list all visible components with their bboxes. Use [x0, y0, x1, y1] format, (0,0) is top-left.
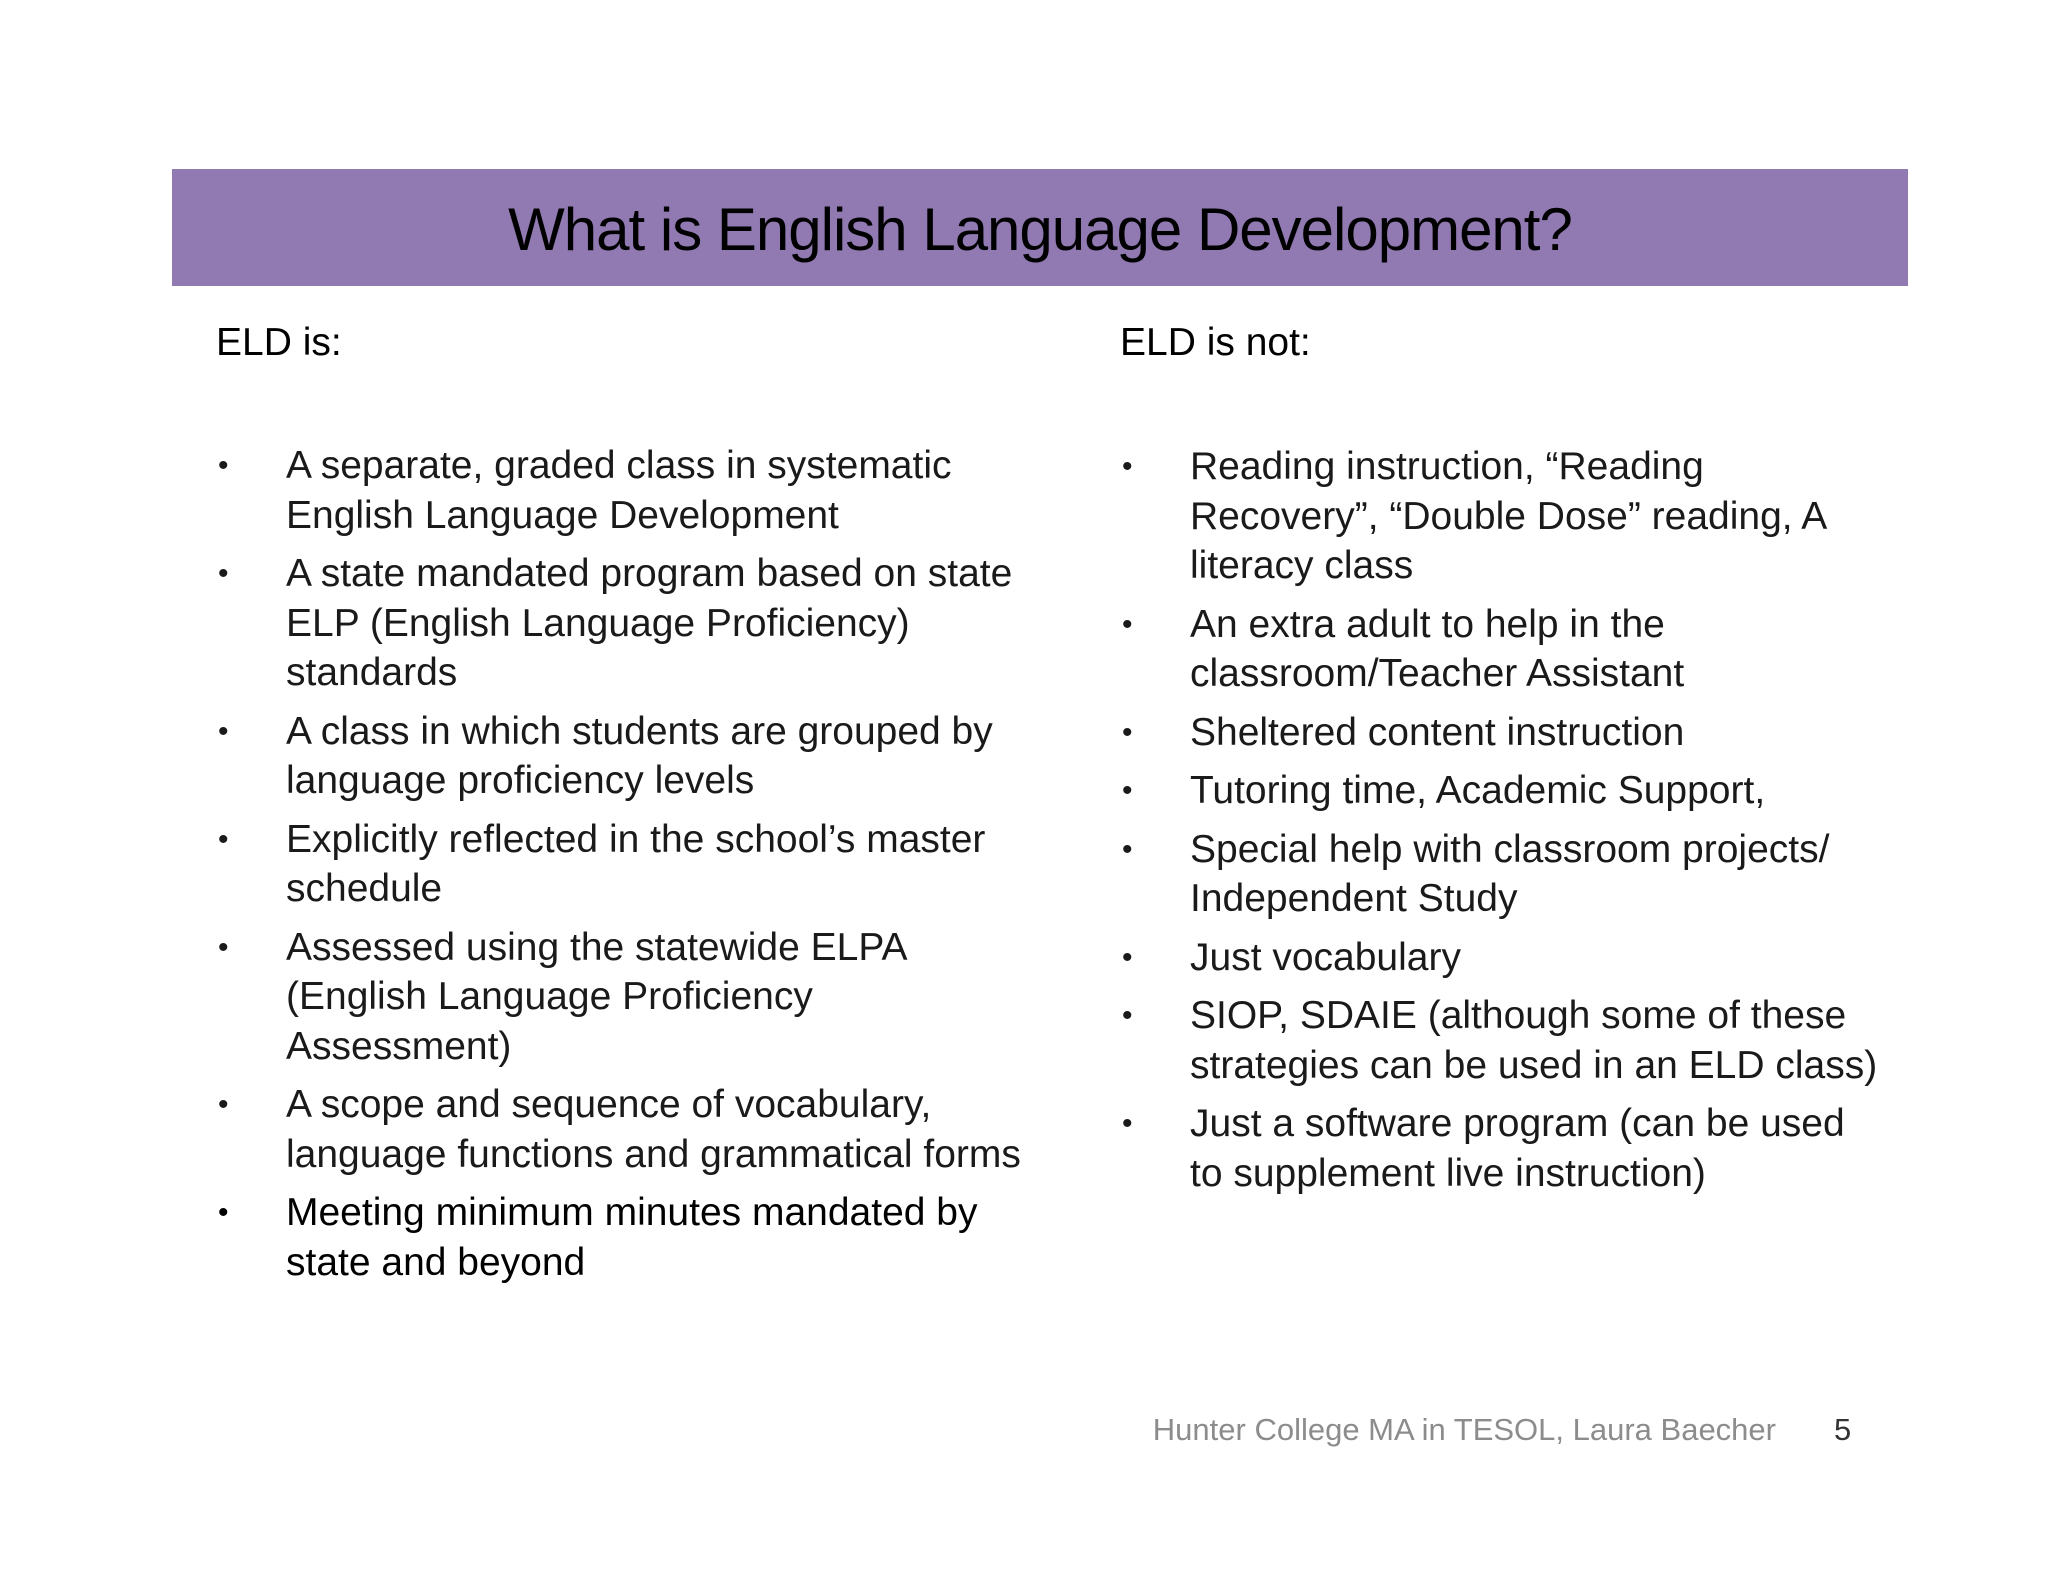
list-item [1120, 708, 1880, 758]
bullet-icon: • [218, 557, 229, 590]
list-item [1120, 991, 1880, 1090]
bullet-icon: • [1122, 999, 1133, 1032]
bullet-icon: • [218, 449, 229, 482]
bullet-icon: • [218, 930, 229, 964]
bullet-icon: • [1122, 940, 1133, 974]
list-item [1120, 825, 1880, 924]
list-item-text: A separate, graded class in systematic English Language Development [286, 444, 952, 537]
bullet-icon: • [1122, 832, 1133, 866]
list-item-text: Just a software program (can be used to supplement live instruction) [1190, 1102, 1845, 1195]
list-item-text: An extra adult to help in the classroom/Teacher Assistant [1190, 602, 1685, 695]
eld-is-not-column [1120, 318, 1880, 1207]
list-item [216, 549, 1036, 698]
list-item-text: Special help with classroom projects/ Independent Study [1190, 827, 1830, 920]
bullet-icon: • [1122, 774, 1133, 807]
list-item [1120, 933, 1880, 983]
list-item-text: A scope and sequence of vocabulary, language functions and grammatical forms [286, 1083, 1021, 1176]
list-item-text: Explicitly reflected in the school’s master schedule [286, 817, 986, 910]
list-item-text: Sheltered content instruction [1190, 710, 1685, 754]
eld-is-heading: ELD is: [216, 321, 342, 364]
list-item [1120, 1099, 1880, 1198]
bullet-icon: • [218, 714, 229, 748]
list-item [1120, 766, 1880, 816]
list-item-text: Tutoring time, Academic Support, [1190, 769, 1766, 812]
list-item [216, 1080, 1036, 1179]
list-item [1120, 600, 1880, 699]
eld-is-list [216, 441, 1036, 1287]
footer-credit: Hunter College MA in TESOL, Laura Baecher [1152, 1412, 1776, 1447]
list-item-text: Assessed using the statewide ELPA (English Language Proficiency Assessment) [286, 925, 906, 1068]
bullet-icon: • [1122, 450, 1133, 483]
list-item [1120, 442, 1880, 591]
list-item [216, 707, 1036, 806]
list-item-text: A state mandated program based on state ELP (English Language Proficiency) standards [286, 552, 1013, 694]
slide-title: What is English Language Development? [508, 196, 1572, 263]
list-item [216, 815, 1036, 914]
bullet-icon: • [1122, 1107, 1133, 1140]
eld-is-not-heading: ELD is not: [1120, 321, 1311, 364]
slide-title-bar [172, 169, 1908, 286]
list-item [216, 923, 1036, 1072]
list-item [216, 441, 1036, 540]
eld-is-column [216, 318, 1036, 1296]
list-item-text: SIOP, SDAIE (although some of these strategies can be used in an ELD class) [1190, 994, 1878, 1087]
page-number: 5 [1834, 1412, 1852, 1447]
eld-is-not-list [1120, 442, 1880, 1198]
list-item-text: Reading instruction, “Reading Recovery”, “Double Dose” reading, A literacy class [1190, 445, 1826, 587]
bullet-icon: • [218, 1196, 229, 1229]
bullet-icon: • [218, 822, 229, 856]
list-item-text: Just vocabulary [1190, 935, 1461, 979]
list-item-text: A class in which students are grouped by language proficiency levels [286, 709, 993, 802]
bullet-icon: • [1122, 607, 1133, 641]
bullet-icon: • [1122, 715, 1133, 749]
bullet-icon: • [218, 1088, 229, 1121]
list-item-text: Meeting minimum minutes mandated by state and beyond [286, 1191, 978, 1284]
list-item [216, 1188, 1036, 1287]
